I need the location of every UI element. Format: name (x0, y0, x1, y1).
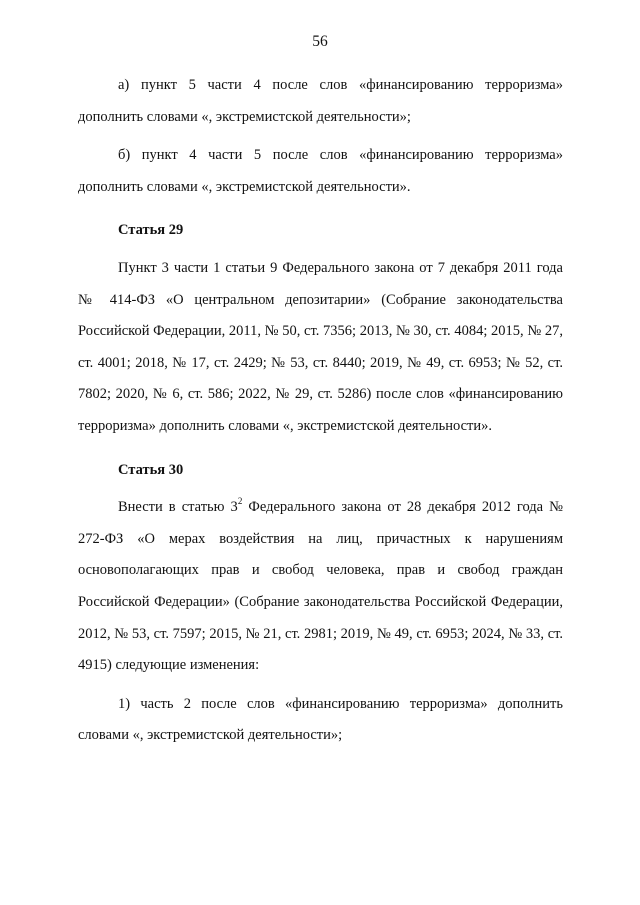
page-number: 56 (312, 33, 328, 50)
item-1-text: 1) часть 2 после слов «финансированию терроризма» дополнить словами «, экстремистской деятельности»; (78, 695, 563, 744)
article-29-text: Пункт 3 части 1 статьи 9 Федерального закона от 7 декабря 2011 года № 414-ФЗ «О центральном депозитарии» (Собрание законодательства Российской Федерации, 2011, № 50, ст. 7356; 2013, № 30, ст. 4084; 2015, № 27, ст. 4001; 2018, № 17, ст. 2429; № 53, ст. 8440; 2019, № 49, ст. 6953; № 52, ст. 7802; 2020, № 6, ст. 586; 2022, № 29, ст. 5286) после слов «финансированию терроризма» дополнить словами «, экстремистской деятельности». (78, 259, 563, 434)
article-30-text-rest: Федерального закона от 28 декабря 2012 года № 272-ФЗ «О мерах воздействия на лиц, причастных к нарушениям основополагающих прав и свобод человека, прав и свобод граждан Российской Федерации» (Собрание законодательства Российской Федерации, 2012, № 53, ст. 7597; 2015, № 21, ст. 2981; 2019, № 49, ст. 6953; 2024, № 33, ст. 4915) следующие изменения: (78, 499, 563, 674)
paragraph-a: а) пункт 5 части 4 после слов «финансированию терроризма» дополнить словами «, экстремистской деятельности»; (78, 77, 563, 125)
paragraph-b: б) пункт 4 части 5 после слов «финансированию терроризма» дополнить словами «, экстремистской деятельности». (78, 147, 563, 195)
article-30-text-start: Внести в статью 3 (118, 499, 238, 516)
article-30-heading: Статья 30 (118, 461, 184, 478)
article-29-heading: Статья 29 (118, 222, 184, 239)
article-30-text (78, 492, 563, 682)
document-body (78, 70, 563, 752)
article-number-superscript: 2 (237, 496, 243, 507)
